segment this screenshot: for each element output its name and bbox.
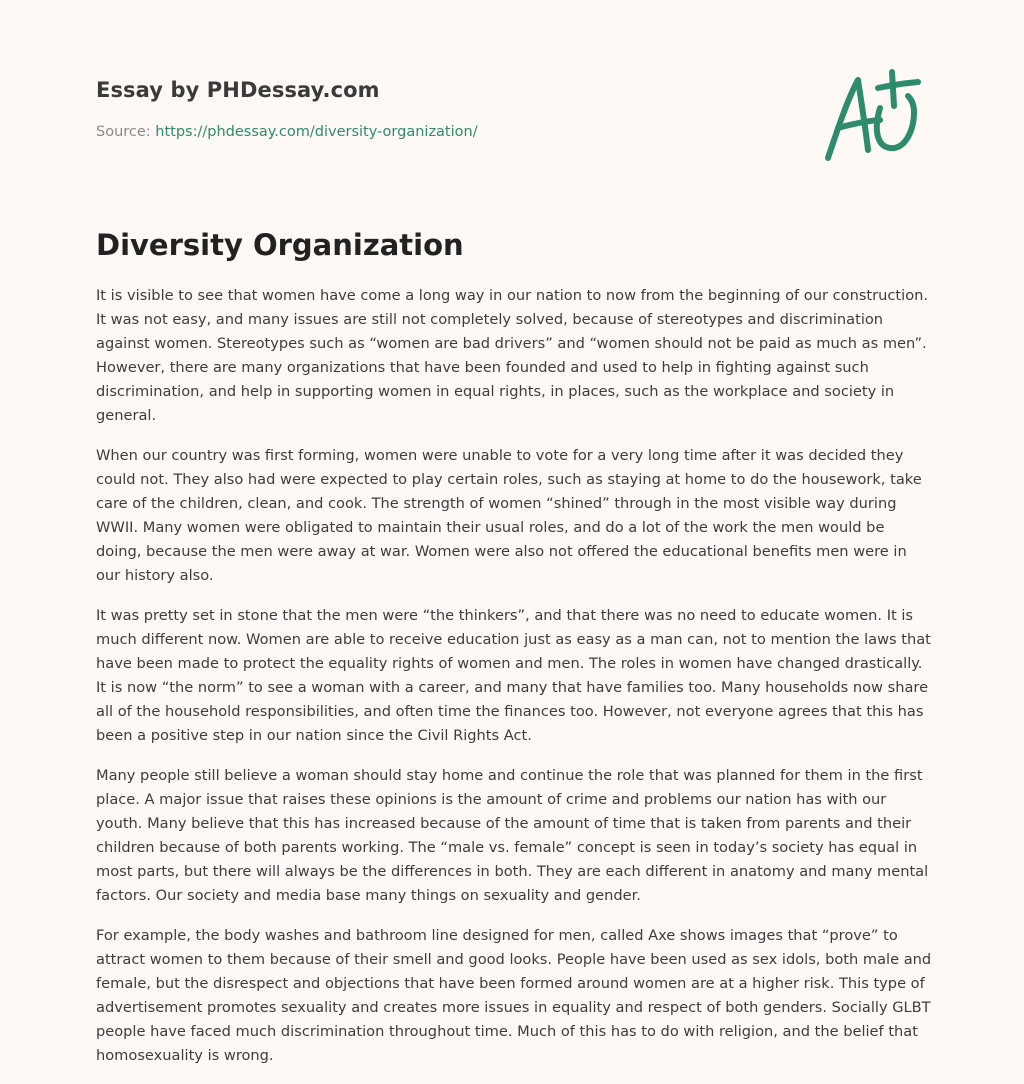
essay-paragraph: When our country was first forming, women were unable to vote for a very long time after it was decided they could not. They also had were expected to play certain roles, such as staying at home to do the housework, take care of the children, clean, and cook. The strength of women “shined” through in the most visible way during WWII. Many women were obligated to maintain their usual roles, and do a lot of the work the men would be doing, because the men were away at war. Women were also not offered the educational benefits men were in our history also.: [96, 447, 922, 584]
source-link[interactable]: https://phdessay.com/diversity-organization/: [155, 124, 478, 140]
essay-paragraph: Many people still believe a woman should stay home and continue the role that was planned for them in the first place. A major issue that raises these opinions is the amount of crime and problems our nation has with our youth. Many believe that this has increased because of the amount of time that is taken from parents and their children because of both parents working. The “male vs. female” concept is seen in today’s society has equal in most parts, but there will always be the differences in both. They are each different in anatomy and many mental factors. Our society and media base many things on sexuality and gender.: [96, 767, 929, 904]
source-label: Source:: [96, 124, 156, 140]
essay-title: Diversity Organization: [96, 228, 464, 262]
essay-paragraph: It is visible to see that women have come a long way in our nation to now from the beginning of our construction. It was not easy, and many issues are still not completely solved, because of stereotypes and discrimination against women. Stereotypes such as “women are bad drivers” and “women should not be paid as much as men”. However, there are many organizations that have been founded and used to help in fighting against such discrimination, and help in supporting women in equal rights, in places, such as the workplace and society in general.: [96, 287, 929, 424]
essay-header: [96, 76, 736, 142]
essay-paragraph: It was pretty set in stone that the men were “the thinkers”, and that there was no need to educate women. It is much different now. Women are able to receive education just as easy as a man can, not to mention the laws that have been made to protect the equality rights of women and men. The roles in women have changed drastically. It is now “the norm” to see a woman with a career, and many that have families too. Many households now share all of the household responsibilities, and often time the finances too. However, not everyone agrees that this has been a positive step in our nation since the Civil Rights Act.: [96, 607, 931, 744]
a-plus-grade-icon: [818, 66, 930, 166]
site-brand: Essay by PHDessay.com: [96, 78, 380, 102]
essay-body: [96, 284, 932, 1084]
source-line: [96, 122, 736, 142]
essay-paragraph: For example, the body washes and bathroom line designed for men, called Axe shows images that “prove” to attract women to them because of their smell and good looks. People have been used as sex idols, both male and female, but the disrespect and objections that have been formed around women are at a higher risk. This type of advertisement promotes sexuality and creates more issues in equality and respect of both genders. Socially GLBT people have faced much discrimination throughout time. Much of this has to do with religion, and the belief that homosexuality is wrong.: [96, 927, 932, 1064]
